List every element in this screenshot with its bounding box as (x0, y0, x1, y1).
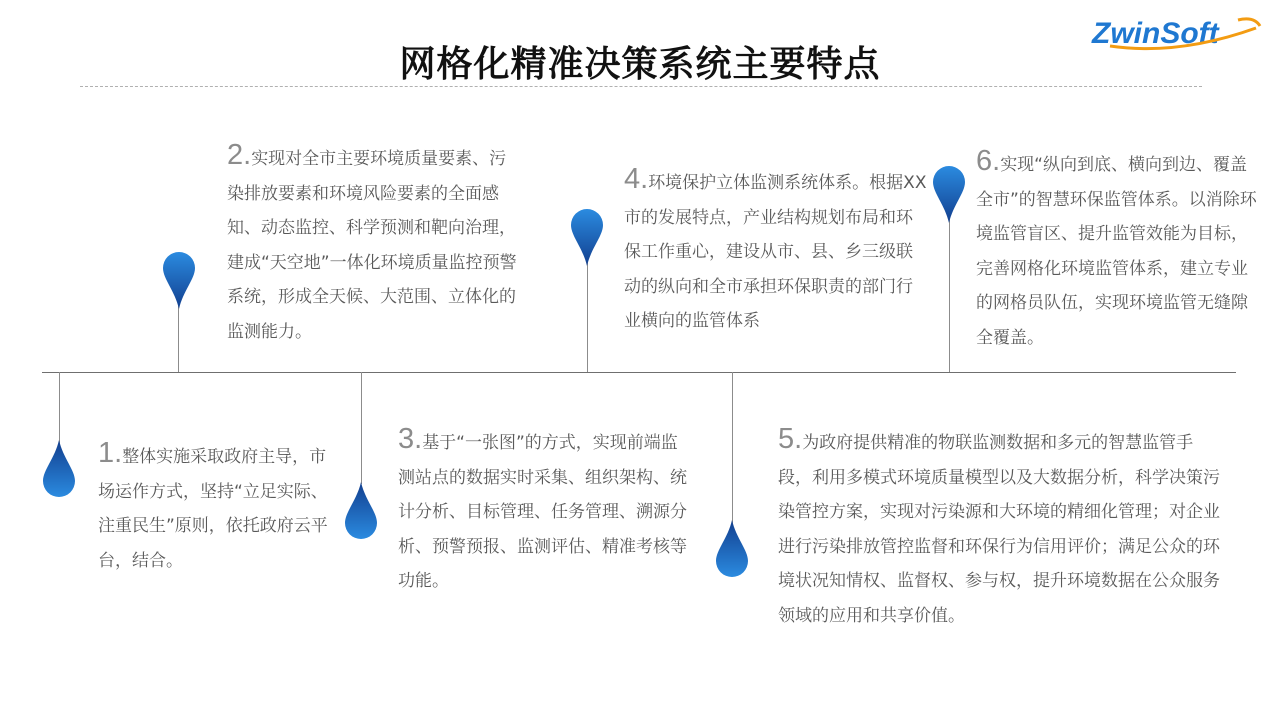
stem-6 (949, 214, 950, 372)
water-drop-icon (161, 251, 197, 309)
point-text: 环境保护立体监测系统体系。根据XX市的发展特点，产业结构规划布局和环保工作重心，建设从市、县、乡三级联动的纵向和全市承担环保职责的部门行业横向的监管体系 (624, 173, 927, 331)
point-number: 1. (98, 437, 123, 469)
point-text: 基于“一张图”的方式，实现前端监测站点的数据实时采集、组织架构、统计分析、目标管理、任务管理、溯源分析、预警预报、监测评估、精准考核等功能。 (398, 433, 687, 591)
point-number: 3. (398, 423, 423, 455)
stem-4 (587, 258, 588, 372)
stem-5 (732, 372, 733, 524)
zwinsoft-logo (1088, 10, 1264, 60)
timeline-axis (42, 372, 1236, 373)
feature-point-3 (398, 422, 694, 599)
water-drop-icon (931, 165, 967, 223)
logo-text: ZwinSoft (1092, 17, 1219, 50)
point-text: 整体实施采取政府主导，市场运作方式，坚持“立足实际、注重民生”原则，依托政府云平台，结合。 (98, 447, 328, 571)
point-number: 2. (227, 139, 252, 171)
water-drop-icon (343, 482, 379, 540)
feature-point-2 (227, 138, 523, 349)
water-drop-icon (569, 208, 605, 266)
point-text: 为政府提供精准的物联监测数据和多元的智慧监管手段，利用多模式环境质量模型以及大数据分析，科学决策污染管控方案，实现对污染源和大环境的精细化管理；对企业进行污染排放管控监督和环保行为信用评价；满足公众的环境状况知情权、监督权、参与权，提升环境数据在公众服务领域的应用和共享价值。 (778, 433, 1220, 626)
feature-point-4 (624, 162, 928, 339)
feature-point-6 (976, 144, 1258, 355)
slide-title: 网格化精准决策系统主要特点 (399, 44, 881, 85)
point-number: 5. (778, 423, 803, 455)
point-text: 实现“纵向到底、横向到边、覆盖全市”的智慧环保监管体系。以消除环境监管盲区、提升监管效能为目标，完善网格化环境监管体系，建立专业的网格员队伍，实现环境监管无缝隙全覆盖。 (976, 155, 1257, 348)
feature-point-1 (98, 436, 334, 578)
water-drop-icon (714, 520, 750, 578)
water-drop-icon (41, 440, 77, 498)
point-text: 实现对全市主要环境质量要素、污染排放要素和环境风险要素的全面感知、动态监控、科学预测和靶向治理，建成“天空地”一体化环境质量监控预警系统，形成全天候、大范围、立体化的监测能力。 (227, 149, 517, 342)
point-number: 4. (624, 163, 649, 195)
feature-point-5 (778, 422, 1226, 633)
title-divider (80, 86, 1202, 87)
stem-3 (361, 372, 362, 484)
point-number: 6. (976, 145, 1001, 177)
